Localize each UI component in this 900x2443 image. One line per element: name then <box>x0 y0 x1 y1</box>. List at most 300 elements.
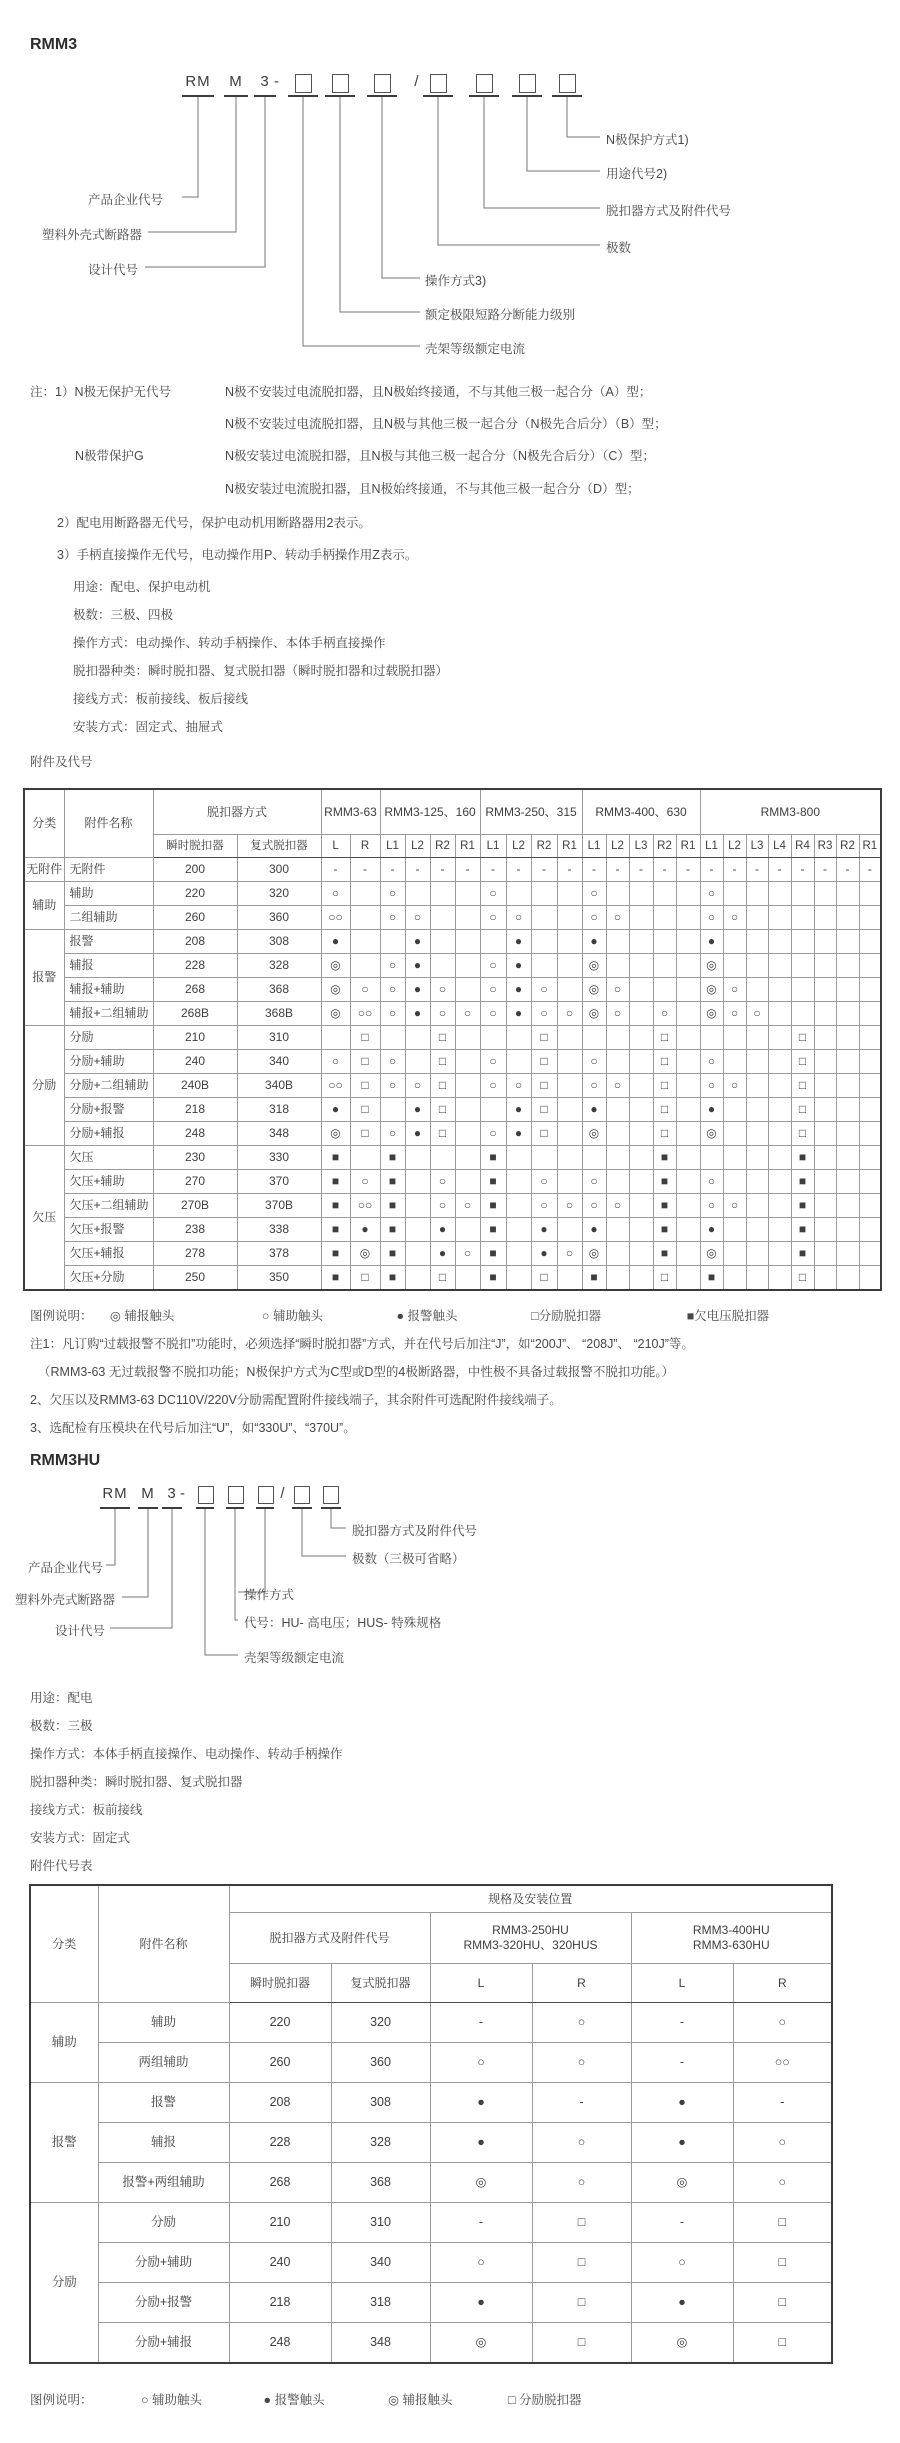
table-cell: ○ <box>723 1194 746 1218</box>
table-cell <box>836 1098 859 1122</box>
table-cell: ○ <box>430 1194 455 1218</box>
table-cell <box>606 1026 629 1050</box>
table-cell <box>676 1194 700 1218</box>
table-cell: 报警 <box>24 930 64 1026</box>
table-cell: - <box>430 858 455 882</box>
table-cell: ○○ <box>321 906 350 930</box>
table-header-cell: L3 <box>629 835 653 858</box>
table-cell: 270 <box>153 1170 237 1194</box>
table-cell: ◎ <box>582 978 606 1002</box>
table-cell: ○ <box>606 1074 629 1098</box>
table-cell <box>746 1242 768 1266</box>
table-cell: ○ <box>350 1170 380 1194</box>
legend-rmm3 <box>30 1306 769 1324</box>
table-cell <box>768 1026 791 1050</box>
connector-lines-rmm3hu <box>0 1480 900 1680</box>
table-cell: ■ <box>653 1242 676 1266</box>
code-part-dash: - <box>274 73 280 90</box>
code-box-poles-hu <box>294 1486 310 1504</box>
table-cell <box>814 978 836 1002</box>
table-cell <box>814 954 836 978</box>
table-cell: ○ <box>723 906 746 930</box>
table-cell: 辅助 <box>64 882 153 906</box>
table-cell: ○ <box>723 978 746 1002</box>
table-cell: ■ <box>380 1266 405 1291</box>
table-cell <box>676 1242 700 1266</box>
table-cell: □ <box>532 2283 631 2323</box>
table-cell: ■ <box>321 1194 350 1218</box>
table-cell: - <box>506 858 531 882</box>
table-cell: ■ <box>700 1266 723 1291</box>
table-cell <box>723 1026 746 1050</box>
accessory-heading-2: 附件代号表 <box>30 1859 93 1873</box>
table-cell <box>629 1218 653 1242</box>
table-cell: ○ <box>582 1050 606 1074</box>
table-cell <box>768 1050 791 1074</box>
prop-wiring-hu: 接线方式：板前接线 <box>30 1803 143 1817</box>
table-cell <box>859 1050 881 1074</box>
table-cell <box>836 1050 859 1074</box>
table-cell: □ <box>791 1122 814 1146</box>
table-cell: - <box>455 858 480 882</box>
table-cell: ◎ <box>700 954 723 978</box>
table-cell <box>430 930 455 954</box>
table-cell <box>506 1146 531 1170</box>
label-company: 产品企业代号 <box>88 193 164 207</box>
table-cell: - <box>653 858 676 882</box>
table-cell: ■ <box>321 1146 350 1170</box>
table-cell <box>723 1146 746 1170</box>
table-cell: 218 <box>153 1098 237 1122</box>
footnote-3: 3、选配检有压模块在代号后加注“U”，如“330U”、“370U”。 <box>30 1421 356 1435</box>
code-part-design-hu: 3 <box>167 1485 177 1502</box>
table-cell: ● <box>430 2283 532 2323</box>
table-cell: □ <box>532 2323 631 2364</box>
table-cell: 报警 <box>30 2083 98 2203</box>
table-cell <box>557 1074 582 1098</box>
table-cell: 368 <box>331 2163 430 2203</box>
table-header-cell: L2 <box>606 835 629 858</box>
table-cell: □ <box>791 1026 814 1050</box>
code-box-poles <box>430 74 447 93</box>
table-cell: ◎ <box>700 978 723 1002</box>
table-cell: - <box>532 2083 631 2123</box>
table-cell: ■ <box>480 1194 506 1218</box>
prop-usage-hu: 用途：配电 <box>30 1691 93 1705</box>
table-cell: 368 <box>237 978 321 1002</box>
table-cell <box>380 930 405 954</box>
legend-item-fubao: ◎ 辅报触头 <box>110 1309 175 1323</box>
table-cell: 340 <box>237 1050 321 1074</box>
table-cell <box>859 1026 881 1050</box>
table-cell: ■ <box>480 1266 506 1291</box>
table-cell <box>836 1218 859 1242</box>
table-cell: 350 <box>237 1266 321 1291</box>
code-box-usage <box>519 74 536 93</box>
table-cell: 260 <box>229 2043 331 2083</box>
table-cell <box>859 1194 881 1218</box>
footnote-2: 2、欠压以及RMM3-63 DC110V/220V分励需配置附件接线端子，其余附件可选配附件接线端子。 <box>30 1393 562 1407</box>
table-cell: ◎ <box>321 1002 350 1026</box>
table-cell <box>676 978 700 1002</box>
table-cell: □ <box>430 1026 455 1050</box>
legend-item-fenli: □分励脱扣器 <box>531 1309 602 1323</box>
table-cell: ○ <box>700 1170 723 1194</box>
table-cell: - <box>859 858 881 882</box>
table-cell <box>768 1074 791 1098</box>
table-cell: 分励+辅报 <box>64 1122 153 1146</box>
table-cell: ● <box>582 1098 606 1122</box>
table-cell: 328 <box>331 2123 430 2163</box>
table-cell: ○ <box>631 2243 733 2283</box>
table-cell <box>629 1074 653 1098</box>
table-cell <box>405 1170 430 1194</box>
table-cell: ○ <box>532 2043 631 2083</box>
table-cell: - <box>430 2203 532 2243</box>
table-cell <box>676 1146 700 1170</box>
table-cell <box>629 954 653 978</box>
table-cell <box>405 1218 430 1242</box>
table-cell: 240 <box>229 2243 331 2283</box>
table-cell <box>582 1146 606 1170</box>
table-cell: 220 <box>229 2003 331 2043</box>
table-cell: 报警 <box>98 2083 229 2123</box>
table-cell <box>723 1170 746 1194</box>
table-cell: - <box>791 858 814 882</box>
table-cell <box>531 906 557 930</box>
table-cell: 330 <box>237 1146 321 1170</box>
table-cell: ○ <box>733 2003 832 2043</box>
table-cell: 340B <box>237 1074 321 1098</box>
label-frame-current: 壳架等级额定电流 <box>425 342 526 356</box>
table-cell: ○ <box>606 978 629 1002</box>
table-cell <box>768 930 791 954</box>
table-cell: ◎ <box>430 2163 532 2203</box>
table-cell: 210 <box>229 2203 331 2243</box>
table-cell: 分励+报警 <box>64 1098 153 1122</box>
note-1-desc-c: N极安装过电流脱扣器，且N极与其他三极一起合分（N极先合后分）（C）型； <box>225 449 655 463</box>
table-cell: ○ <box>557 1194 582 1218</box>
table-cell: □ <box>430 1050 455 1074</box>
table-cell: ○ <box>380 1050 405 1074</box>
table-cell: 218 <box>229 2283 331 2323</box>
table-cell: ○ <box>582 1194 606 1218</box>
table-cell <box>746 1170 768 1194</box>
table-cell: 分励 <box>64 1026 153 1050</box>
table-header-cell: 瞬时脱扣器 <box>153 835 237 858</box>
table-header-cell: R <box>733 1964 832 2003</box>
table-cell: ◎ <box>582 1002 606 1026</box>
table-cell <box>606 1050 629 1074</box>
table-cell: □ <box>653 1122 676 1146</box>
table-cell: 268 <box>229 2163 331 2203</box>
table-cell <box>768 882 791 906</box>
table-cell: 228 <box>153 954 237 978</box>
table-cell <box>629 1002 653 1026</box>
label-operation-hu: 操作方式 <box>244 1588 295 1602</box>
table-cell <box>723 1098 746 1122</box>
table-cell: □ <box>733 2243 832 2283</box>
table-cell <box>723 1266 746 1291</box>
rmm3hu-accessory-table <box>29 1884 833 2364</box>
table-cell: - <box>700 858 723 882</box>
table-cell: ● <box>531 1218 557 1242</box>
table-cell <box>768 1098 791 1122</box>
table-cell: 308 <box>331 2083 430 2123</box>
table-cell <box>836 1194 859 1218</box>
table-header-cell: RMM3-125、160 <box>380 789 480 835</box>
table-header-cell: R <box>532 1964 631 2003</box>
table-cell <box>606 930 629 954</box>
table-cell <box>746 1122 768 1146</box>
table-cell: 370B <box>237 1194 321 1218</box>
table-cell: - <box>746 858 768 882</box>
table-cell: ● <box>506 1122 531 1146</box>
code-box-release <box>476 74 493 93</box>
table-cell: ○ <box>606 906 629 930</box>
table-cell: 分励+报警 <box>98 2283 229 2323</box>
table-cell <box>836 930 859 954</box>
table-cell <box>506 1050 531 1074</box>
table-cell: ■ <box>321 1170 350 1194</box>
table-cell: 240B <box>153 1074 237 1098</box>
table-cell <box>676 1026 700 1050</box>
table-cell: 300 <box>237 858 321 882</box>
table-cell: ● <box>582 930 606 954</box>
table-cell <box>676 1074 700 1098</box>
table-cell: □ <box>653 1098 676 1122</box>
table-cell: ○ <box>430 2043 532 2083</box>
table-cell <box>836 1002 859 1026</box>
table-cell: 240 <box>153 1050 237 1074</box>
table-header-cell: RMM3-63 <box>321 789 380 835</box>
table-cell <box>676 1218 700 1242</box>
table-cell <box>606 1170 629 1194</box>
table-cell: ■ <box>653 1146 676 1170</box>
table-cell: □ <box>653 1074 676 1098</box>
table-cell: - <box>350 858 380 882</box>
table-cell <box>455 1074 480 1098</box>
table-header-cell: RMM3-800 <box>700 789 881 835</box>
table-cell <box>676 1050 700 1074</box>
table-cell <box>814 1170 836 1194</box>
table-cell: ○ <box>380 882 405 906</box>
table-cell <box>814 930 836 954</box>
table-cell: ○ <box>582 1170 606 1194</box>
table-cell <box>455 1170 480 1194</box>
table-cell <box>506 1026 531 1050</box>
table-cell: ◎ <box>350 1242 380 1266</box>
table-cell <box>455 930 480 954</box>
table-cell: ○ <box>380 1002 405 1026</box>
table-cell <box>836 1242 859 1266</box>
table-cell: 两组辅助 <box>98 2043 229 2083</box>
table-cell: ■ <box>380 1194 405 1218</box>
table-cell <box>836 978 859 1002</box>
label-company-hu: 产品企业代号 <box>28 1561 104 1575</box>
table-cell: □ <box>531 1266 557 1291</box>
table-cell <box>791 954 814 978</box>
label-mccb: 塑料外壳式断路器 <box>42 228 143 242</box>
table-cell: 260 <box>153 906 237 930</box>
table-cell: ◎ <box>430 2323 532 2364</box>
table-cell <box>653 954 676 978</box>
table-cell <box>606 1266 629 1291</box>
table-cell <box>768 1002 791 1026</box>
label-poles: 极数 <box>606 241 632 255</box>
table-cell: □ <box>350 1122 380 1146</box>
table-header-cell: R1 <box>676 835 700 858</box>
table-header-cell: RMM3-400HU RMM3-630HU <box>631 1913 832 1964</box>
table-header-cell: L4 <box>768 835 791 858</box>
table-cell: ○ <box>733 2123 832 2163</box>
table-cell: 210 <box>153 1026 237 1050</box>
table-cell <box>455 978 480 1002</box>
table-cell: ○ <box>405 1074 430 1098</box>
table-cell: ■ <box>480 1218 506 1242</box>
table-cell: ● <box>321 1098 350 1122</box>
table-cell <box>768 1122 791 1146</box>
table-cell <box>859 1098 881 1122</box>
table-header-cell: R1 <box>859 835 881 858</box>
table-cell <box>455 882 480 906</box>
table-cell: 360 <box>331 2043 430 2083</box>
table-cell <box>606 1098 629 1122</box>
table-cell: ○ <box>531 1002 557 1026</box>
note-3: 3）手柄直接操作无代号，电动操作用P、转动手柄操作用Z表示。 <box>57 548 418 562</box>
code-box-frame-current <box>295 74 312 93</box>
table-cell: □ <box>531 1074 557 1098</box>
table-cell <box>653 882 676 906</box>
table-cell: □ <box>791 1074 814 1098</box>
table-cell <box>606 1242 629 1266</box>
table-cell: - <box>430 2003 532 2043</box>
table-cell: ● <box>405 1098 430 1122</box>
table-cell <box>746 1074 768 1098</box>
table-cell: ● <box>430 1242 455 1266</box>
table-cell <box>859 882 881 906</box>
table-cell: ○ <box>606 1194 629 1218</box>
table-cell <box>746 1266 768 1291</box>
table-cell: ○ <box>700 1050 723 1074</box>
table-cell <box>629 906 653 930</box>
table-cell <box>629 1242 653 1266</box>
table-header-cell: L1 <box>582 835 606 858</box>
table-cell: ○ <box>653 1002 676 1026</box>
table-cell: ○ <box>733 2163 832 2203</box>
table-cell: □ <box>791 1098 814 1122</box>
table-cell <box>723 1218 746 1242</box>
legend-item-fubao-hu: ◎ 辅报触头 <box>388 2393 453 2407</box>
table-cell: ○○ <box>733 2043 832 2083</box>
table-cell <box>380 1098 405 1122</box>
table-cell: 278 <box>153 1242 237 1266</box>
table-header-cell: 脱扣器方式 <box>153 789 321 835</box>
table-cell: - <box>380 858 405 882</box>
table-cell <box>814 1026 836 1050</box>
table-cell: ○ <box>582 906 606 930</box>
table-cell: □ <box>350 1074 380 1098</box>
code-box-frame-current-hu <box>198 1486 214 1504</box>
table-cell: ■ <box>480 1170 506 1194</box>
table-cell: 无附件 <box>24 858 64 882</box>
table-cell: ◎ <box>700 1242 723 1266</box>
table-cell: □ <box>531 1122 557 1146</box>
table-cell <box>768 1242 791 1266</box>
table-cell <box>350 954 380 978</box>
table-cell <box>676 1002 700 1026</box>
table-cell: ◎ <box>582 1242 606 1266</box>
table-cell: ○ <box>700 906 723 930</box>
table-cell <box>768 1146 791 1170</box>
table-cell <box>791 1002 814 1026</box>
table-cell: ○ <box>455 1194 480 1218</box>
table-cell: ◎ <box>631 2323 733 2364</box>
code-part-dash-hu: - <box>180 1485 186 1502</box>
table-cell: 分励+辅助 <box>64 1050 153 1074</box>
table-cell: ◎ <box>321 954 350 978</box>
table-cell <box>746 1098 768 1122</box>
table-cell: 378 <box>237 1242 321 1266</box>
label-release-hu: 脱扣器方式及附件代号 <box>352 1524 478 1538</box>
table-cell <box>629 1146 653 1170</box>
table-cell <box>768 1218 791 1242</box>
table-cell <box>405 1026 430 1050</box>
table-cell: 228 <box>229 2123 331 2163</box>
table-header-cell: L <box>430 1964 532 2003</box>
table-cell <box>859 906 881 930</box>
table-cell: ○ <box>380 906 405 930</box>
table-cell: ■ <box>321 1242 350 1266</box>
table-cell <box>557 906 582 930</box>
table-cell: ● <box>506 1002 531 1026</box>
table-cell: ● <box>631 2283 733 2323</box>
table-cell <box>836 1074 859 1098</box>
table-cell <box>405 1050 430 1074</box>
code-box-operation-hu <box>258 1486 274 1504</box>
legend-item-fenli-hu: □ 分励脱扣器 <box>508 2393 582 2407</box>
rmm3-accessory-table <box>23 788 882 1291</box>
table-cell <box>455 954 480 978</box>
table-cell: ○○ <box>350 1194 380 1218</box>
table-cell: □ <box>653 1050 676 1074</box>
table-cell: ○ <box>405 906 430 930</box>
table-cell <box>768 954 791 978</box>
label-release-code: 脱扣器方式及附件代号 <box>606 204 732 218</box>
table-cell <box>430 1146 455 1170</box>
table-cell: ● <box>700 1218 723 1242</box>
table-cell: ○ <box>582 882 606 906</box>
table-cell: - <box>557 858 582 882</box>
table-cell <box>455 1098 480 1122</box>
table-cell: 368B <box>237 1002 321 1026</box>
table-cell: ● <box>405 1122 430 1146</box>
table-cell: - <box>631 2003 733 2043</box>
table-cell: ◎ <box>700 1002 723 1026</box>
code-box-breaking <box>332 74 349 93</box>
table-header-cell: RMM3-250、315 <box>480 789 582 835</box>
prop-poles-hu: 极数：三极 <box>30 1719 93 1733</box>
legend-item-baojing-hu: ● 报警触头 <box>263 2393 325 2407</box>
table-cell: ○ <box>723 1002 746 1026</box>
table-cell <box>506 1170 531 1194</box>
table-cell: □ <box>350 1050 380 1074</box>
table-cell <box>768 978 791 1002</box>
table-cell: ● <box>430 2083 532 2123</box>
table-header-cell: 复式脱扣器 <box>331 1964 430 2003</box>
prop-mounting: 安装方式：固定式、抽屉式 <box>73 720 224 734</box>
table-cell: □ <box>531 1098 557 1122</box>
